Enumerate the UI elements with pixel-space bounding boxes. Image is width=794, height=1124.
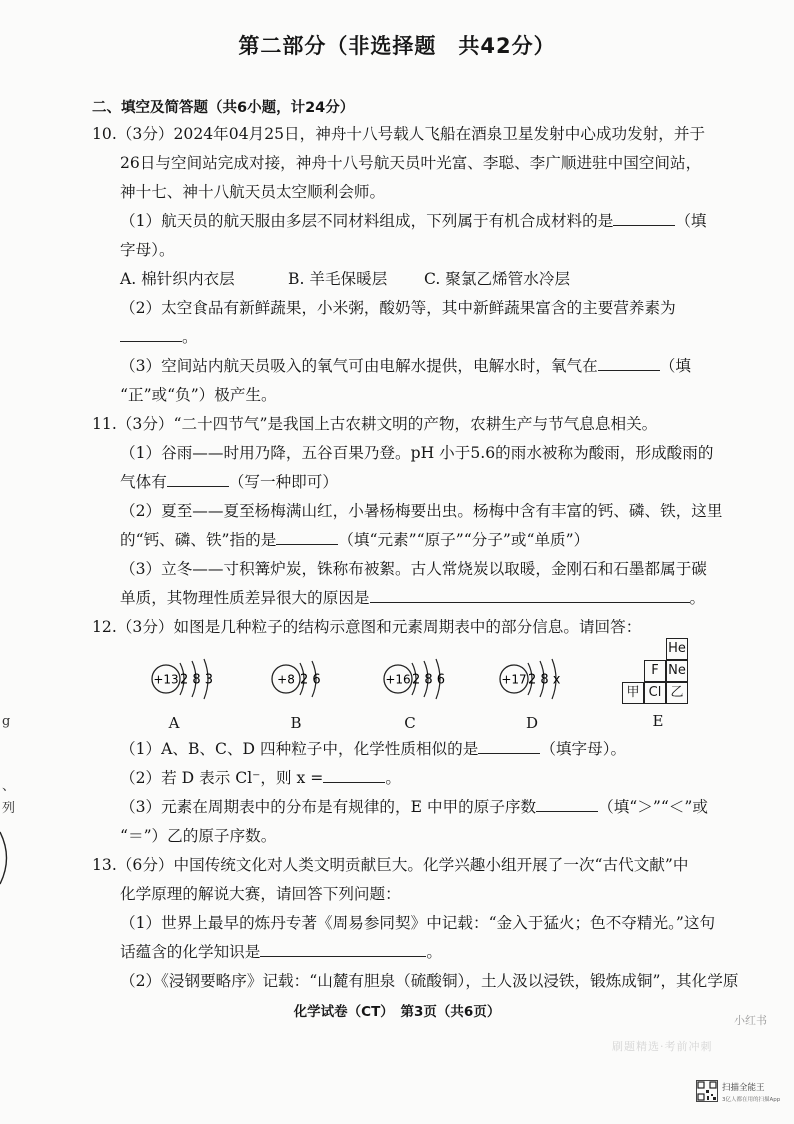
q10-part3: （3）空间站内航天员吸入的氧气可由电解水提供，电解水时，氧气在 （填	[120, 357, 691, 375]
atom-label-d: D	[525, 714, 539, 732]
q12-stem: 12.（3分）如图是几种粒子的结构示意图和元素周期表中的部分信息。请回答：	[92, 618, 642, 636]
q11-part3: （3）立冬——寸积篝炉炭，铢称布被絮。古人常烧炭以取暖，金刚石和石墨都属于碳	[120, 560, 707, 578]
nucleus-label: +13	[153, 672, 179, 687]
q11-part2: （2）夏至——夏至杨梅满山红，小暑杨梅要出虫。杨梅中含有丰富的钙、磷、铁，这里	[120, 502, 723, 520]
q11-stem: 11.（3分）“二十四节气”是我国上古农耕文明的产物，农耕生产与节气息息相关。	[92, 415, 658, 433]
page-title: 第二部分（非选择题 共42分）	[238, 34, 556, 58]
margin-mark: g	[2, 714, 11, 729]
electron-shells: 2 8 3	[180, 672, 214, 688]
q10-stem-line3: 神十七、神十八航天员太空顺利会师。	[120, 183, 386, 201]
q13-part2: （2）《浸钢要略序》记载：“山麓有胆泉（硫酸铜），土人汲以浸铁，锻炼成铜”，其化学原	[120, 972, 739, 990]
answer-blank[interactable]	[370, 588, 690, 603]
q10-part2: （2）太空食品有新鲜蔬果，小米粥，酸奶等，其中新鲜蔬果富含的主要营养素为	[120, 299, 676, 317]
nucleus-label: +17	[501, 672, 527, 687]
q13-part1: （1）世界上最早的炼丹专著《周易参同契》中记载：“金入于猛火；色不夺精光。”这句	[120, 914, 716, 932]
q10-option-b: B. 羊毛保暖层	[288, 270, 388, 288]
scanner-name: 扫描全能王	[722, 1083, 765, 1093]
q10-stem-line1: 10.（3分）2024年04月25日，神舟十八号载人飞船在酒泉卫星发射中心成功发射，并于	[92, 125, 706, 143]
cell-jia: 甲	[622, 682, 644, 704]
q10-stem-line2: 26日与空间站完成对接，神舟十八号航天员叶光富、李聪、李广顺进驻中国空间站，	[120, 154, 702, 172]
q12-part3-cont: “＝”）乙的原子序数。	[120, 827, 277, 845]
cell-yi: 乙	[666, 682, 688, 704]
atom-diagram-c	[380, 652, 464, 706]
binding-hole-arc	[0, 830, 14, 886]
electron-shells: 2 8 6	[412, 672, 446, 688]
answer-blank[interactable]	[478, 739, 540, 754]
atom-diagram-b	[268, 652, 338, 706]
q11-part3-cont: 单质，其物理性质差异很大的原因是 。	[120, 589, 706, 607]
periodic-table-excerpt	[622, 638, 694, 710]
margin-mark: 、	[2, 779, 16, 794]
electron-shells: 2 6	[300, 672, 321, 688]
answer-blank[interactable]	[613, 211, 675, 226]
atom-label-b: B	[290, 714, 302, 732]
q10-option-c: C. 聚氯乙烯管水冷层	[424, 270, 571, 288]
scanner-badge	[722, 1081, 780, 1103]
q13-stem-line1: 13.（6分）中国传统文化对人类文明贡献巨大。化学兴趣小组开展了一次“古代文献”中	[92, 856, 689, 874]
answer-blank[interactable]	[276, 530, 338, 545]
q10-option-a: A. 棉针织内衣层	[120, 270, 235, 288]
q10-part2-cont: 。	[120, 327, 198, 347]
atom-diagram-a	[148, 652, 228, 706]
q12-part2: （2）若 D 表示 Cl⁻，则 x = 。	[120, 769, 401, 787]
q13-part1-cont: 话蕴含的化学知识是 。	[120, 943, 442, 961]
q11-part1-cont: 气体有 （写一种即可）	[120, 473, 338, 491]
watermark: 小红书	[734, 1014, 767, 1027]
nucleus-label: +16	[385, 672, 411, 687]
atom-label-a: A	[168, 714, 180, 732]
nucleus-label: +8	[277, 672, 295, 687]
margin-mark: 列	[2, 801, 16, 816]
q10-part1-cont: 字母）。	[120, 241, 175, 259]
cell-ne: Ne	[666, 660, 688, 682]
q10-part1: （1）航天员的航天服由多层不同材料组成，下列属于有机合成材料的是 （填	[120, 212, 707, 230]
electron-shells: 2 8 x	[528, 672, 561, 688]
cell-he: He	[666, 638, 688, 660]
q11-part1: （1）谷雨——时用乃降，五谷百果乃登。pH 小于5.6的雨水被称为酸雨，形成酸雨的	[120, 444, 714, 462]
qr-code-icon	[696, 1080, 718, 1102]
q13-stem-line2: 化学原理的解说大赛，请回答下列问题：	[120, 885, 401, 903]
answer-blank[interactable]	[536, 797, 598, 812]
table-label-e: E	[652, 712, 664, 730]
cell-cl: Cl	[644, 682, 666, 704]
q12-part1: （1）A、B、C、D 四种粒子中，化学性质相似的是 （填字母）。	[120, 740, 627, 758]
section-heading: 二、填空及简答题（共6小题，计24分）	[92, 100, 355, 116]
scanner-sub: 3亿人都在用的扫描App	[722, 1097, 781, 1103]
atom-diagram-d	[496, 652, 580, 706]
q11-part2-cont: 的“钙、磷、铁”指的是 （填“元素”“原子”“分子”或“单质”）	[120, 531, 590, 549]
cell-f: F	[644, 660, 666, 682]
answer-blank[interactable]	[323, 768, 385, 783]
page-footer: 化学试卷（CT） 第3页（共6页）	[293, 1004, 501, 1020]
watermark-faint: 刷题精选·考前冲刺	[612, 1040, 713, 1053]
answer-blank[interactable]	[260, 942, 426, 957]
answer-blank[interactable]	[120, 327, 182, 342]
q10-part3-cont: “正”或“负”）极产生。	[120, 386, 277, 404]
q12-part3: （3）元素在周期表中的分布是有规律的，E 中甲的原子序数 （填“＞”“＜”或	[120, 798, 708, 816]
answer-blank[interactable]	[598, 356, 660, 371]
answer-blank[interactable]	[167, 472, 229, 487]
atom-label-c: C	[404, 714, 416, 732]
